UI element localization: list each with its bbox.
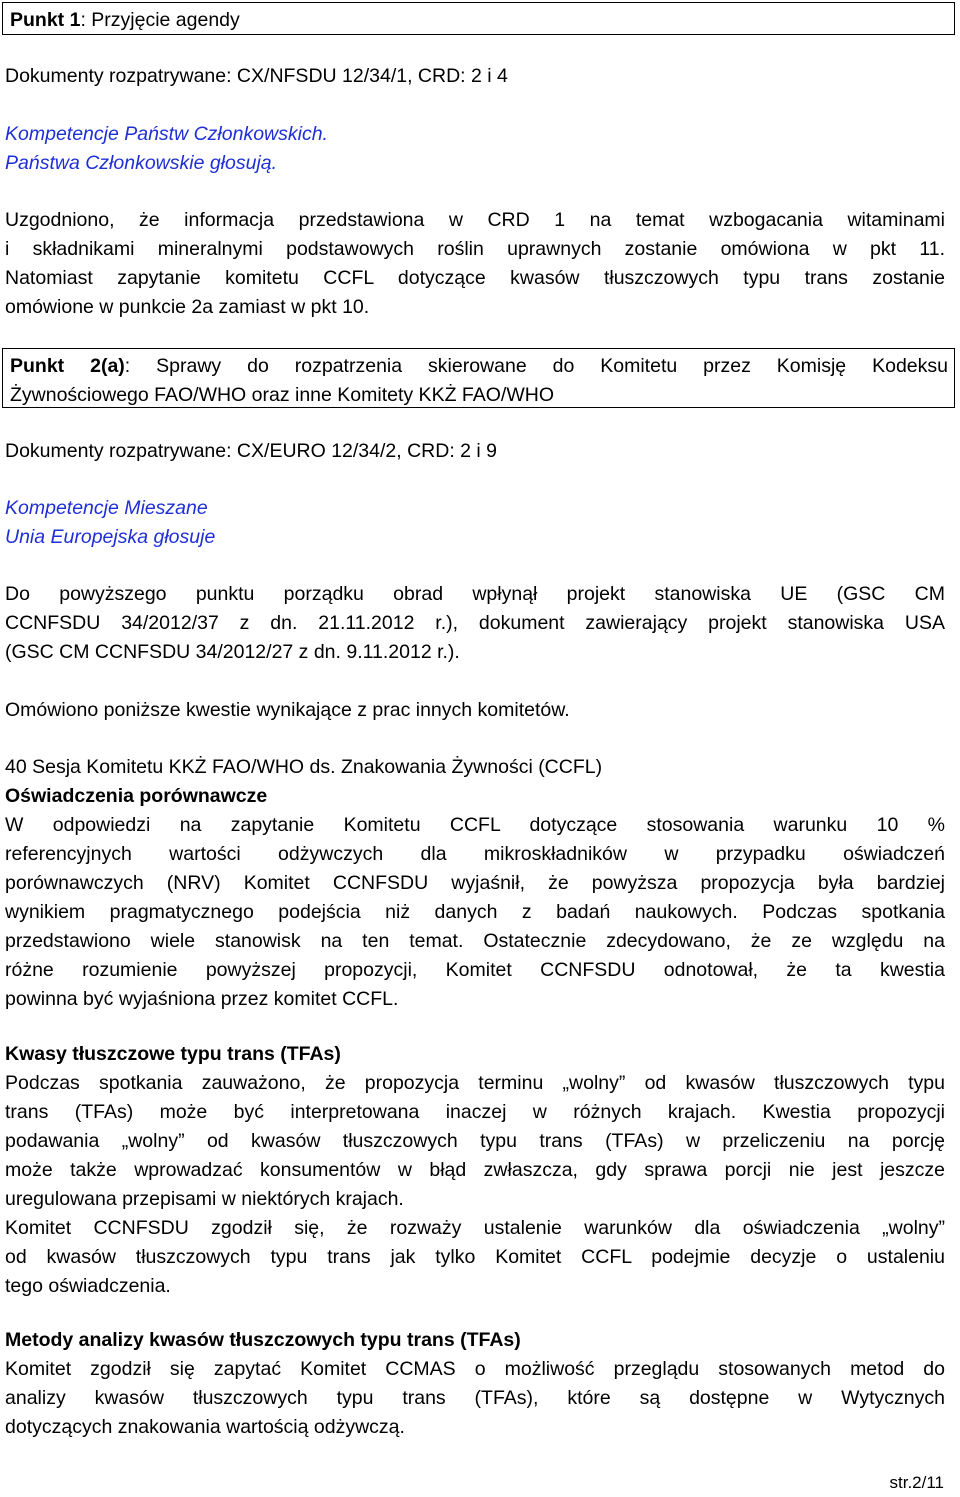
claims-heading: Oświadczenia porównawcze <box>5 785 268 807</box>
point-2a-paragraph-2: Omówiono poniższe kwestie wynikające z prac innych komitetów. <box>5 699 570 721</box>
agenda-point-1-label: Punkt 1 <box>10 9 81 31</box>
point-2a-paragraph-1: Do powyższego punktu porządku obrad wpłynął projekt stanowiska UE (GSC CM CCNFSDU 34/2012/37 z dn. 21.11.2012 r.), dokument zawierający projekt stanowiska USA (GSC CM CCNFSDU 34/2012/27 z dn. 9.11.2012 r.). <box>5 583 945 663</box>
agenda-point-1-title: : Przyjęcie agendy <box>80 9 240 31</box>
point-2a-documents: Dokumenty rozpatrywane: CX/EURO 12/34/2, CRD: 2 i 9 <box>5 440 498 462</box>
agenda-point-2a-label: Punkt 2(a) <box>10 355 125 377</box>
point-1-competence <box>5 120 945 178</box>
ccfl-heading: 40 Sesja Komitetu KKŻ FAO/WHO ds. Znakowania Żywności (CCFL) <box>5 756 603 778</box>
competence-line-2: Państwa Członkowskie głosują. <box>5 152 278 174</box>
agenda-point-1-box <box>2 2 955 35</box>
methods-section: Metody analizy kwasów tłuszczowych typu trans (TFAs) Komitet zgodził się zapytać Komitet CCMAS o możliwość przeglądu stosowanych metod do analizy kwasów tłuszczowych typu trans (TFAs), które są dostępne w Wytycznych dotyczących znakowania wartością odżywczą. <box>5 1326 945 1442</box>
agenda-point-2a-box <box>2 348 955 408</box>
ccfl-section: 40 Sesja Komitetu KKŻ FAO/WHO ds. Znakowania Żywności (CCFL) Oświadczenia porównawcze W odpowiedzi na zapytanie Komitetu CCFL dotyczące stosowania warunku 10 % referencyjnych wartości odżywczych dla mikroskładników w przypadku oświadczeń porównawczych (NRV) Komitet CCNFSDU wyjaśnił, że powyższa propozycja była bardziej wynikiem pragmatycznego podejścia niż danych z badań naukowych. Podczas spotkania przedstawiono wiele stanowisk na ten temat. Ostatecznie zdecydowano, że ze względu na różne rozumienie powyższej propozycji, Komitet CCNFSDU odnotował, że ta kwestia powinna być wyjaśniona przez komitet CCFL. <box>5 753 945 1014</box>
methods-heading: Metody analizy kwasów tłuszczowych typu trans (TFAs) <box>5 1329 521 1351</box>
agenda-point-2a-title-line-1: : Sprawy do rozpatrzenia skierowane do Komitetu przez Komisję Kodeksu <box>124 355 948 377</box>
competence-line-1: Kompetencje Państw Członkowskich. <box>5 123 328 145</box>
tfa-heading: Kwasy tłuszczowe typu trans (TFAs) <box>5 1043 341 1065</box>
tfa-section: Kwasy tłuszczowe typu trans (TFAs) Podczas spotkania zauważono, że propozycja terminu „wolny” od kwasów tłuszczowych typu trans (TFAs) może być interpretowana inaczej w różnych krajach. Kwestia propozycji podawania „wolny” od kwasów tłuszczowych typu trans (TFAs) w przeliczeniu na porcję może także wprowadzać konsumentów w błąd zwłaszcza, gdy sprawa porcji nie jest jeszcze uregulowana przepisami w niektórych krajach. Komitet CCNFSDU zgodził się, że rozważy ustalenie warunków dla oświadczenia „wolny” od kwasów tłuszczowych typu trans jak tylko Komitet CCFL podejmie decyzje o ustaleniu tego oświadczenia. <box>5 1040 945 1301</box>
page-number: str.2/11 <box>889 1473 944 1492</box>
point-1-documents: Dokumenty rozpatrywane: CX/NFSDU 12/34/1, CRD: 2 i 4 <box>5 65 508 87</box>
agenda-point-2a-title-line-2: Żywnościowego FAO/WHO oraz inne Komitety KKŻ FAO/WHO <box>10 384 554 406</box>
point-1-paragraph: Uzgodniono, że informacja przedstawiona w CRD 1 na temat wzbogacania witaminami i składnikami mineralnymi podstawowych roślin uprawnych zostanie omówiona w pkt 11. Natomiast zapytanie komitetu CCFL dotyczące kwasów tłuszczowych typu trans zostanie omówione w punkcie 2a zamiast w pkt 10. <box>5 209 945 318</box>
point-2a-competence: Kompetencje Mieszane Unia Europejska głosuje <box>5 497 216 548</box>
